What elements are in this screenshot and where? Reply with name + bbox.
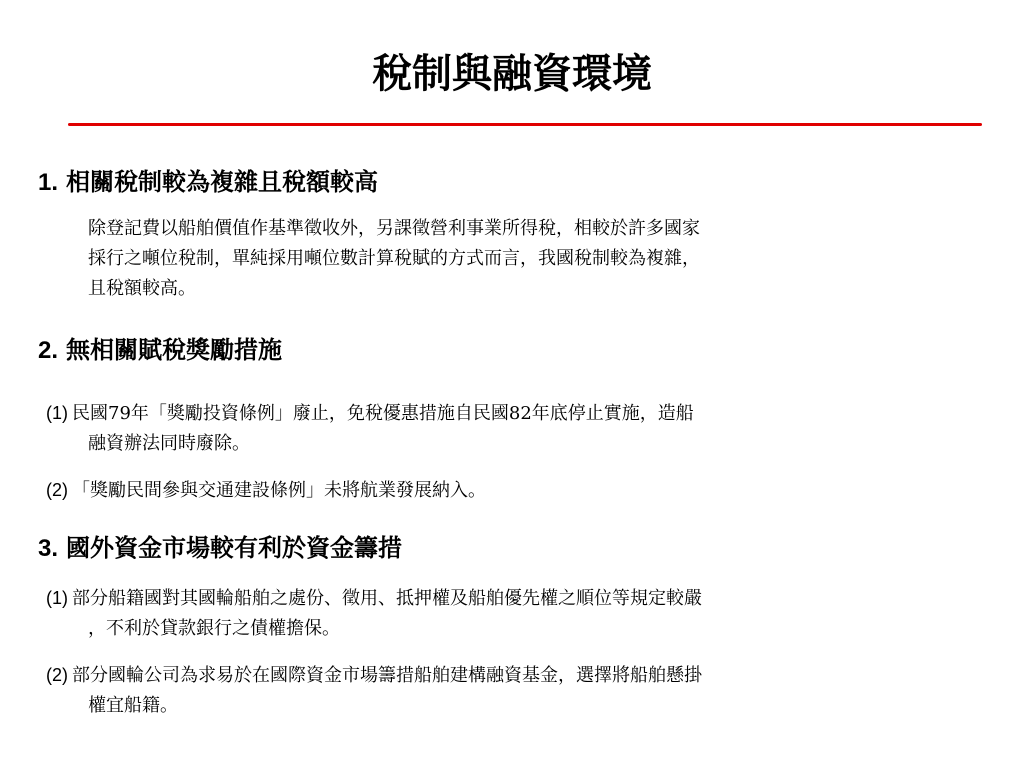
section-title: 無相關賦稅獎勵措施 [66, 335, 283, 364]
section-2-heading [38, 333, 282, 368]
paragraph-line: 且稅額較高。 [88, 278, 196, 299]
section-number: 3. [38, 535, 59, 562]
list-item [46, 475, 986, 506]
item-text: 部分國輪公司為求易於在國際資金市場籌措船舶建構融資基金，選擇將船舶懸掛 [72, 665, 702, 686]
item-number: (1) [46, 588, 68, 608]
item-text: 「獎勵民間參與交通建設條例」未將航業發展納入。 [72, 480, 486, 501]
item-text-continued: ，不利於貸款銀行之債權擔保。 [88, 618, 340, 639]
slide-title: 稅制與融資環境 [372, 50, 652, 97]
list-item [46, 398, 986, 459]
item-text-continued: 權宜船籍。 [88, 695, 178, 716]
section-title: 相關稅制較為複雜且稅額較高 [66, 167, 379, 196]
item-number: (2) [46, 480, 68, 500]
item-number: (2) [46, 665, 68, 685]
section-1-heading [38, 165, 378, 200]
section-3-heading [38, 531, 402, 566]
item-text: 部分船籍國對其國輪船舶之處份、徵用、抵押權及船舶優先權之順位等規定較嚴 [72, 588, 702, 609]
list-item [46, 660, 986, 721]
title-divider [68, 123, 982, 126]
section-number: 2. [38, 337, 59, 364]
section-number: 1. [38, 169, 59, 196]
list-item [46, 583, 986, 644]
section-title: 國外資金市場較有利於資金籌措 [66, 533, 403, 562]
section-1-paragraph [88, 214, 978, 304]
item-text-continued: 融資辦法同時廢除。 [88, 433, 250, 454]
item-text: 民國79年「獎勵投資條例」廢止，免稅優惠措施自民國82年底停止實施，造船 [72, 403, 694, 424]
item-number: (1) [46, 403, 68, 423]
paragraph-line: 除登記費以船舶價值作基準徵收外，另課徵營利事業所得稅，相較於許多國家 [88, 218, 700, 239]
paragraph-line: 採行之噸位稅制，單純採用噸位數計算稅賦的方式而言，我國稅制較為複雜， [88, 248, 700, 269]
